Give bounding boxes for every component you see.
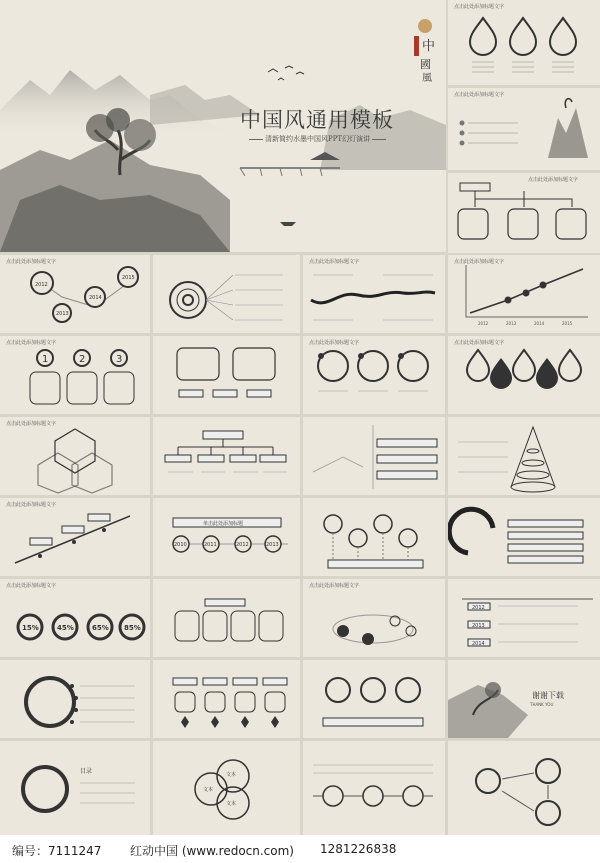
text-label: 文本 (226, 801, 237, 807)
year-label: 2012 (35, 282, 48, 288)
number-label: 1 (42, 354, 49, 365)
thanks-title: 谢谢下载 (532, 691, 564, 700)
slide-three-drops (303, 660, 445, 738)
percent-label: 65% (92, 624, 109, 632)
slide-timeline-circles (0, 255, 150, 333)
slide-header: 点击此处添加标题文字 (454, 259, 505, 265)
slide-diamonds (153, 660, 300, 738)
slide-bullets (448, 88, 600, 170)
slide-orbit (303, 579, 445, 657)
svg-text:國: 國 (420, 58, 431, 71)
year-label: 2014 (472, 641, 485, 647)
year-label: 2012 (472, 605, 485, 611)
slide-three-circles (303, 336, 445, 414)
seal-logo (410, 18, 440, 83)
slide-target (153, 255, 300, 333)
slide-year-bars (448, 579, 600, 657)
year-label: 2013 (472, 623, 485, 629)
year-label: 2013 (266, 542, 279, 548)
slide-brush-arc (448, 498, 600, 576)
footer-bar (0, 835, 600, 863)
number-label: 2 (79, 354, 86, 365)
slide-header: 点击此处添加标题文字 (309, 340, 360, 346)
year-label: 2010 (174, 542, 187, 548)
slide-toc (0, 741, 150, 835)
year-label: 2011 (204, 542, 217, 548)
slide-four-frames (153, 579, 300, 657)
slide-line-chart (448, 255, 600, 333)
number-label: 3 (116, 354, 123, 365)
slide-staircase (0, 498, 150, 576)
year-label: 2015 (122, 275, 135, 281)
cover-subtitle: 清新简约水墨中国风PPT幻灯演讲 (247, 134, 388, 144)
bar-title: 单击此处添加标题 (203, 521, 244, 527)
slide-drops-b (448, 336, 600, 414)
footer-phone: 1281226838 (320, 842, 397, 856)
slide-cone (448, 417, 600, 495)
svg-text:風: 風 (422, 73, 432, 83)
axis-tick: 2014 (534, 321, 545, 326)
slide-percent-circles (0, 579, 150, 657)
slide-header: 点击此处添加标题文字 (6, 502, 57, 508)
slide-hexagons (0, 417, 150, 495)
footer-site: 红动中国 (www.redocn.com) (130, 844, 294, 858)
year-label: 2012 (236, 542, 249, 548)
thanks-subtitle: THANK YOU (530, 702, 554, 707)
axis-tick: 2012 (478, 321, 489, 326)
axis-tick: 2015 (562, 321, 573, 326)
cover-title: 中国风通用模板 (240, 108, 394, 132)
slide-list-rows (303, 417, 445, 495)
footer-id: 编号：7111247 (12, 844, 102, 858)
year-label: 2013 (56, 311, 69, 317)
text-label: 文本 (226, 772, 237, 778)
slide-two-text (303, 741, 445, 835)
slide-org-chart (153, 417, 300, 495)
percent-label: 85% (124, 624, 141, 632)
slide-venn (153, 741, 300, 835)
slide-header: 点击此处添加标题文字 (6, 583, 57, 589)
slide-year-circles (153, 498, 300, 576)
axis-tick: 2013 (506, 321, 517, 326)
slide-frames (448, 173, 600, 253)
year-label: 2014 (89, 295, 102, 301)
slide-ring-list (0, 660, 150, 738)
slide-header: 点击此处添加标题文字 (309, 583, 360, 589)
slide-header: 点击此处添加标题文字 (6, 340, 57, 346)
svg-text:中: 中 (422, 39, 436, 54)
slide-header: 点击此处添加标题文字 (6, 421, 57, 427)
slide-header: 点击此处添加标题文字 (454, 340, 505, 346)
slide-header: 点击此处添加标题文字 (6, 259, 57, 265)
slide-numbers (0, 336, 150, 414)
slide-leaf-boxes (153, 336, 300, 414)
slide-thanks (448, 660, 600, 738)
toc-label: 目录 (80, 768, 93, 775)
percent-label: 45% (57, 624, 74, 632)
slide-drops-a (448, 0, 600, 85)
slide-header: 点击此处添加标题文字 (528, 177, 579, 183)
slide-cycle (448, 741, 600, 835)
cover-slide (0, 0, 446, 252)
slide-wave (303, 255, 445, 333)
text-label: 文本 (203, 787, 214, 793)
slide-header: 点击此处添加标题文字 (309, 259, 360, 265)
slide-pendants (303, 498, 445, 576)
slide-header: 点击此处添加标题文字 (454, 4, 505, 10)
percent-label: 15% (22, 624, 39, 632)
slide-header: 点击此处添加标题文字 (454, 92, 505, 98)
